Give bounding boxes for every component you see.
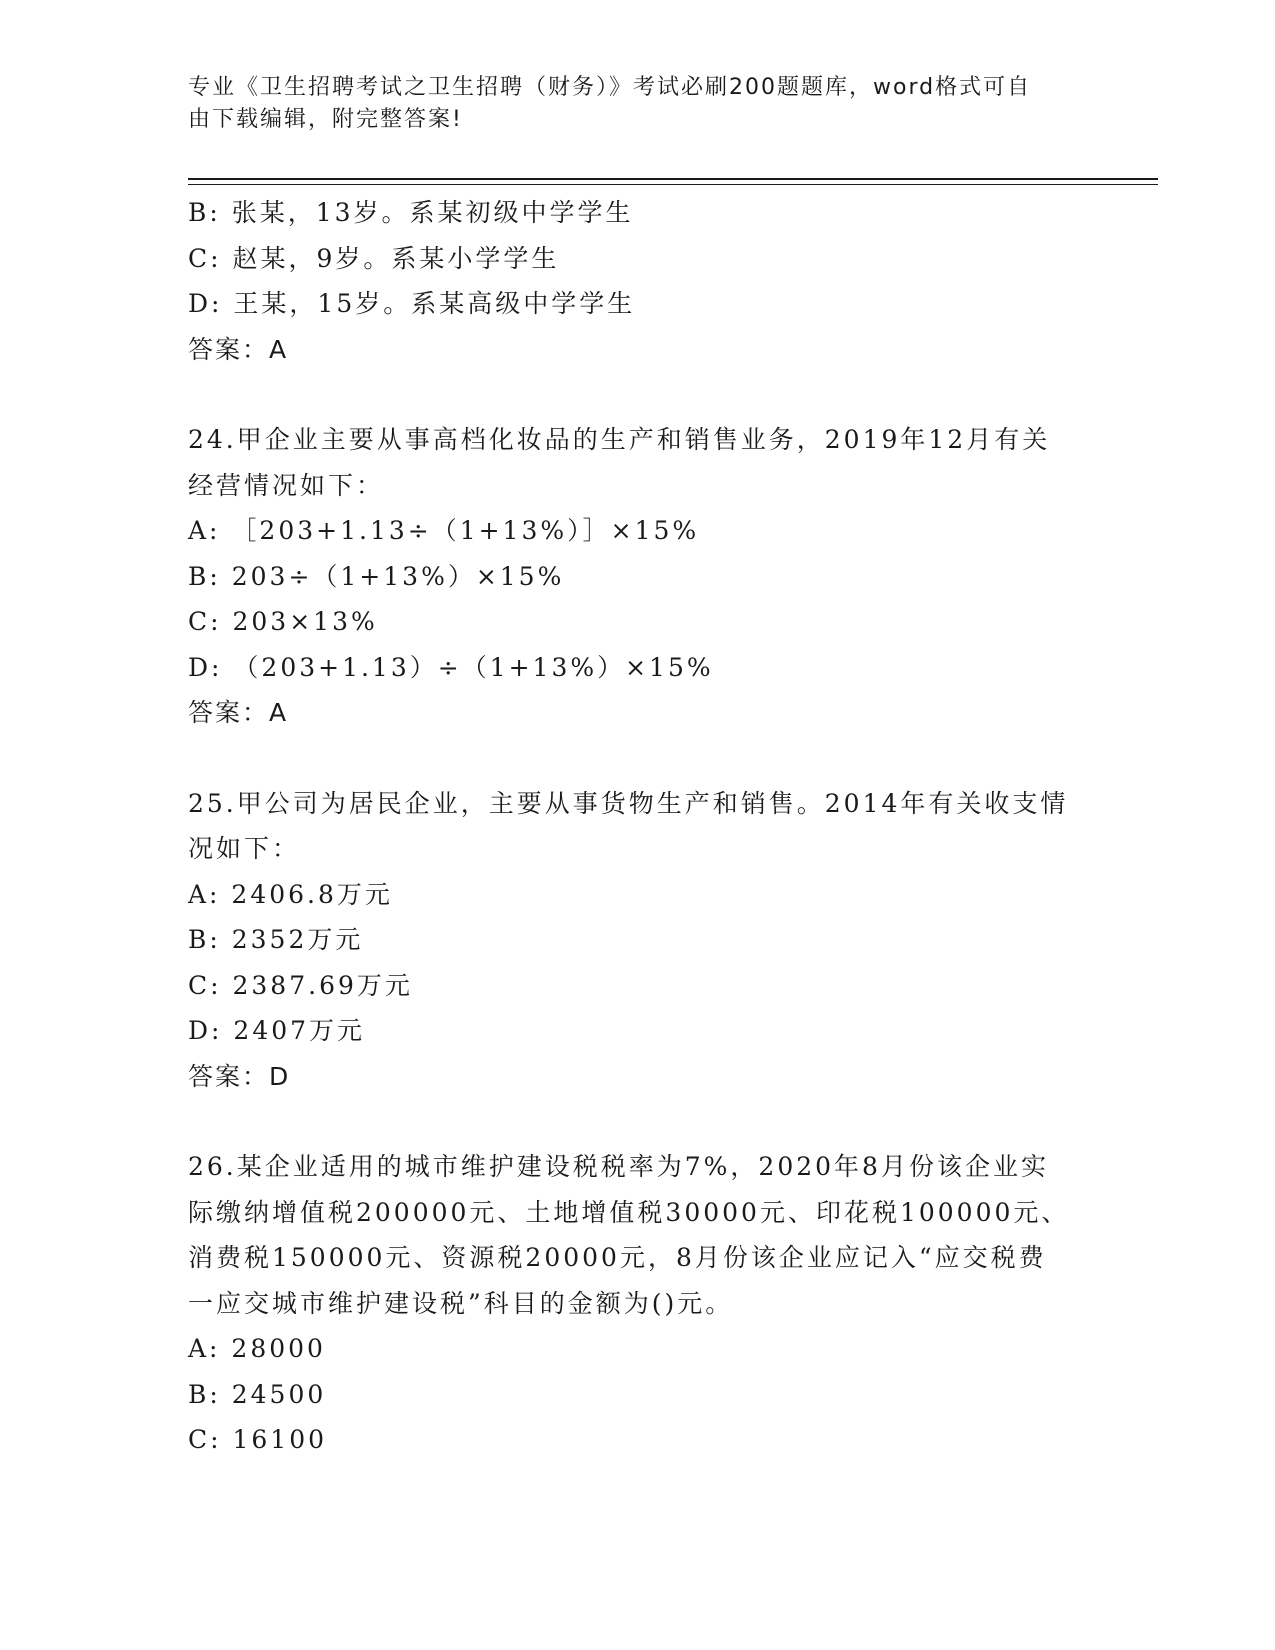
document-body <box>188 190 1088 1463</box>
question-stem-line: 消费税150000元、资源税20000元，8月份该企业应记入“应交税费 <box>188 1243 1047 1272</box>
question-23 <box>188 190 1088 372</box>
option-c: C: 16100 <box>188 1425 328 1454</box>
answer: 答案：D <box>188 1061 291 1091</box>
spacer <box>188 372 1088 417</box>
option-b: B: 张某，13岁。系某初级中学学生 <box>188 198 634 227</box>
question-26 <box>188 1144 1088 1463</box>
question-stem-line: 25.甲公司为居民企业，主要从事货物生产和销售。2014年有关收支情 <box>188 788 1069 818</box>
option-c: C: 203×13% <box>188 607 378 636</box>
header-line-2: 由下载编辑，附完整答案! <box>188 107 463 132</box>
question-stem-line: 际缴纳增值税200000元、土地增值税30000元、印花税100000元、 <box>188 1197 1070 1227</box>
option-d: D: 王某，15岁。系某高级中学学生 <box>188 289 636 318</box>
option-b: B: 203÷（1+13%）×15% <box>188 561 565 591</box>
question-stem-line: 一应交城市维护建设税”科目的金额为()元。 <box>188 1288 734 1318</box>
spacer <box>188 736 1088 781</box>
option-a: A: ［203+1.13÷（1+13%）］×15% <box>188 516 700 545</box>
option-b: B: 24500 <box>188 1379 327 1409</box>
question-stem-line: 24.甲企业主要从事高档化妆品的生产和销售业务，2019年12月有关 <box>188 425 1051 454</box>
question-stem-line: 况如下： <box>188 834 301 863</box>
question-stem-line: 26.某企业适用的城市维护建设税税率为7%，2020年8月份该企业实 <box>188 1152 1049 1181</box>
page-header <box>188 72 1068 136</box>
option-a: A: 2406.8万元 <box>188 879 393 909</box>
answer: 答案：A <box>188 334 289 364</box>
header-divider-thin <box>188 184 1158 185</box>
option-c: C: 赵某，9岁。系某小学学生 <box>188 243 560 273</box>
question-stem-line: 经营情况如下： <box>188 470 385 500</box>
header-divider-thick <box>188 178 1158 180</box>
header-line-1: 专业《卫生招聘考试之卫生招聘（财务）》考试必刷200题题库，word格式可自 <box>188 75 1032 100</box>
option-b: B: 2352万元 <box>188 925 364 954</box>
question-25 <box>188 781 1088 1100</box>
option-a: A: 28000 <box>188 1334 326 1363</box>
spacer <box>188 1099 1088 1144</box>
answer: 答案：A <box>188 698 289 727</box>
option-c: C: 2387.69万元 <box>188 970 413 1000</box>
question-24 <box>188 417 1088 736</box>
option-d: D: （203+1.13）÷（1+13%）×15% <box>188 652 714 682</box>
option-d: D: 2407万元 <box>188 1016 366 1045</box>
